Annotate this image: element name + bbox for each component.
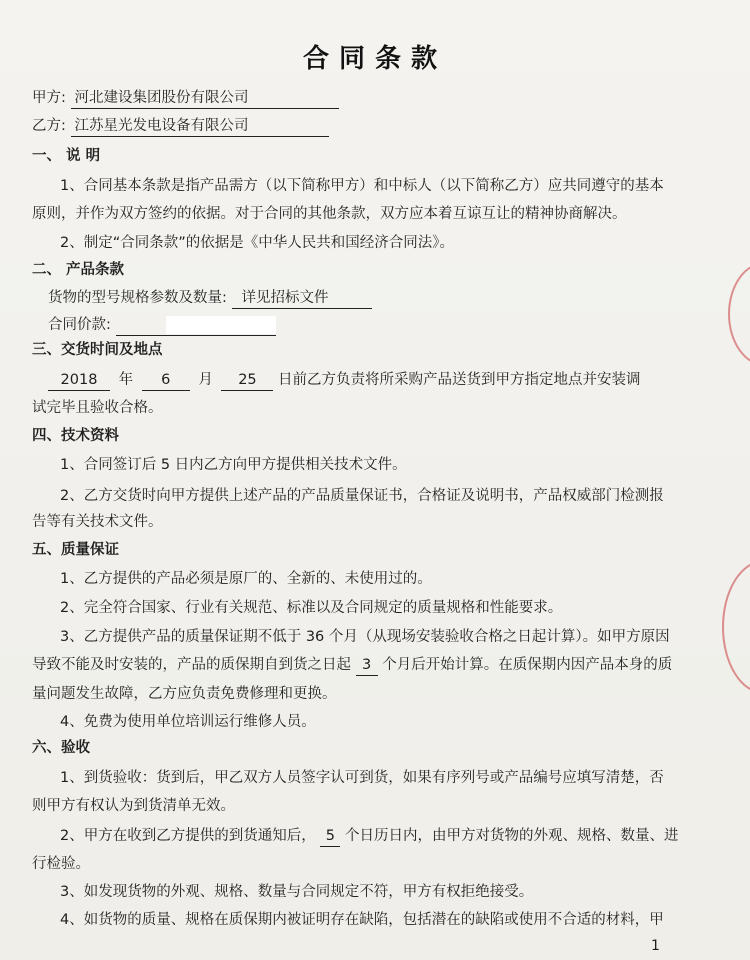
delivery-line-2: 试完毕且验收合格。	[32, 400, 163, 416]
section-6-heading: 六、验收	[32, 740, 90, 756]
party-b-value: 江苏星光发电设备有限公司	[71, 116, 329, 137]
party-b-label: 乙方:	[32, 118, 66, 134]
section-5-para-3b-post: 个月后开始计算。在质保期内因产品本身的质	[382, 657, 673, 673]
warranty-months: 3	[356, 655, 378, 676]
goods-line	[48, 288, 372, 309]
section-4-para-1: 1、合同签订后 5 日内乙方向甲方提供相关技术文件。	[60, 457, 407, 473]
price-label: 合同价款:	[48, 317, 111, 333]
section-1-para-1b: 原则，并作为双方签约的依据。对于合同的其他条款，双方应本着互谅互让的精神协商解决。	[32, 206, 627, 222]
delivery-rest: 日前乙方负责将所采购产品送货到甲方指定地点并安装调	[278, 372, 641, 388]
section-6-para-2a-post: 个日历日内，由甲方对货物的外观、规格、数量、进	[344, 828, 679, 844]
section-6-para-4: 4、如货物的质量、规格在质保期内被证明存在缺陷，包括潜在的缺陷或使用不合适的材料，甲	[60, 912, 664, 928]
price-line	[48, 315, 276, 336]
section-2-heading: 二、 产品条款	[32, 262, 125, 278]
price-value-redacted	[116, 315, 276, 336]
month-unit: 月	[198, 372, 213, 388]
page-title: 合同条款	[302, 44, 447, 74]
party-a-label: 甲方:	[32, 90, 66, 106]
redaction-box	[166, 316, 276, 334]
section-1-para-2: 2、制定“合同条款”的依据是《中华人民共和国经济合同法》。	[60, 235, 454, 251]
delivery-month: 6	[142, 370, 190, 391]
section-3-heading: 三、交货时间及地点	[32, 342, 163, 358]
party-a-value: 河北建设集团股份有限公司	[71, 88, 339, 109]
section-5-para-3c: 量问题发生故障，乙方应负责免费修理和更换。	[32, 686, 337, 702]
section-1-heading: 一、 说 明	[32, 148, 101, 164]
inspection-days: 5	[320, 826, 340, 847]
section-6-para-1b: 则甲方有权认为到货清单无效。	[32, 798, 235, 814]
red-seal-stamp-top	[728, 262, 750, 366]
section-6-para-1a: 1、到货验收：货到后，甲乙双方人员签字认可到货，如果有序列号或产品编号应填写清楚，否	[60, 770, 664, 786]
section-6-para-2a	[60, 826, 678, 847]
section-4-heading: 四、技术资料	[32, 428, 119, 444]
section-5-para-3b	[32, 655, 672, 676]
section-1-para-1a: 1、合同基本条款是指产品需方（以下简称甲方）和中标人（以下简称乙方）应共同遵守的基本	[60, 178, 664, 194]
party-b-line	[32, 116, 329, 137]
red-seal-stamp-middle	[722, 560, 750, 694]
delivery-date-line	[48, 370, 641, 391]
section-5-para-1: 1、乙方提供的产品必须是原厂的、全新的、未使用过的。	[60, 571, 432, 587]
party-a-line	[32, 88, 339, 109]
section-5-para-3b-pre: 导致不能及时安装的，产品的质保期自到货之日起	[32, 657, 351, 673]
year-unit: 年	[118, 372, 134, 388]
page-number: 1	[651, 938, 660, 954]
section-4-para-2a: 2、乙方交货时向甲方提供上述产品的产品质量保证书，合格证及说明书，产品权威部门检测报	[60, 488, 664, 504]
section-5-heading: 五、质量保证	[32, 542, 119, 558]
goods-value: 详见招标文件	[232, 288, 372, 309]
section-5-para-4: 4、免费为使用单位培训运行维修人员。	[60, 714, 316, 730]
goods-label: 货物的型号规格参数及数量:	[48, 290, 227, 306]
section-4-para-2b: 告等有关技术文件。	[32, 514, 163, 530]
section-5-para-2: 2、完全符合国家、行业有关规范、标准以及合同规定的质量规格和性能要求。	[60, 600, 563, 616]
section-6-para-2a-pre: 2、甲方在收到乙方提供的到货通知后，	[60, 828, 316, 844]
section-5-para-3a: 3、乙方提供产品的质量保证期不低于 36 个月（从现场安装验收合格之日起计算）。如甲方原因	[60, 629, 670, 645]
section-6-para-2b: 行检验。	[32, 856, 90, 872]
delivery-year: 2018	[48, 370, 110, 391]
section-6-para-3: 3、如发现货物的外观、规格、数量与合同规定不符，甲方有权拒绝接受。	[60, 884, 534, 900]
delivery-day: 25	[221, 370, 273, 391]
